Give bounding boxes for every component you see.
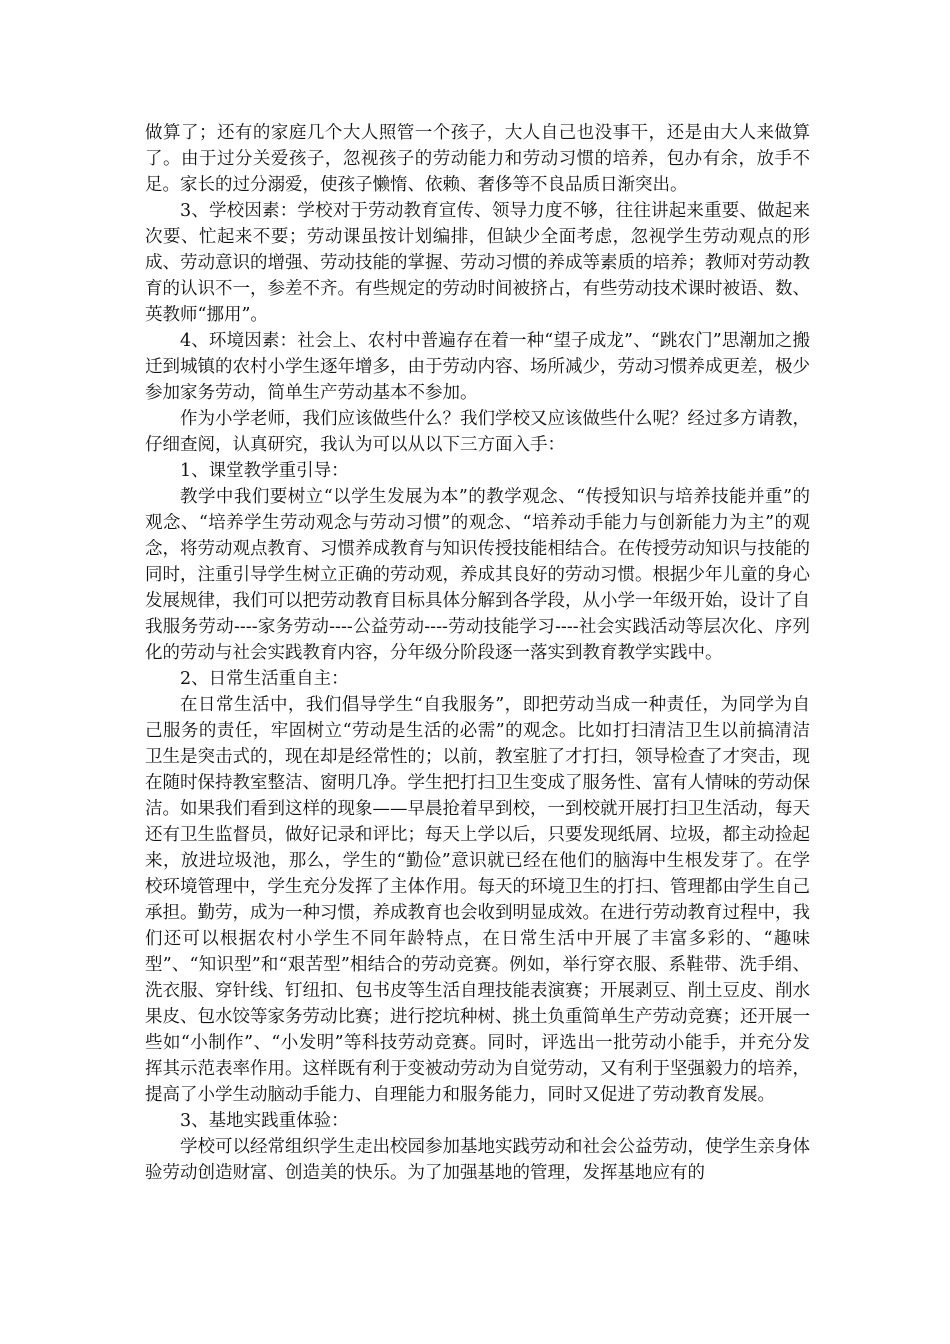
paragraph-family-factor-continued: 做算了；还有的家庭几个大人照管一个孩子，大人自己也没事干，还是由大人来做算了。由于过分关爱孩子，忽视孩子的劳动能力和劳动习惯的培养，包办有余，放手不足。家长的过分溺爱，使孩子懒惰、依赖、奢侈等不良品质日渐突出。 [145, 123, 810, 195]
paragraph-daily-life: 在日常生活中，我们倡导学生“自我服务”，即把劳动当成一种责任，为同学为自己服务的责任，牢固树立“劳动是生活的必需”的观念。比如打扫清洁卫生以前搞清洁卫生是突击式的，现在却是经常性的；以前，教室脏了才打扫，领导检查了才突击，现在随时保持教室整洁、窗明几净。学生把打扫卫生变成了服务性、富有人情味的劳动保洁。如果我们看到这样的现象——早晨抢着早到校，一到校就开展打扫卫生活动，每天还有卫生监督员，做好记录和评比；每天上学以后，只要发现纸屑、垃圾，都主动捡起来，放进垃圾池，那么，学生的“勤俭”意识就已经在他们的脑海中生根发芽了。在学校环境管理中，学生充分发挥了主体作用。每天的环境卫生的打扫、管理都由学生自己承担。勤劳，成为一种习惯，养成教育也会收到明显成效。在进行劳动教育过程中，我们还可以根据农村小学生不同年龄特点，在日常生活中开展了丰富多彩的、“趣味型”、“知识型”和“艰苦型”相结合的劳动竞赛。例如，举行穿衣服、系鞋带、洗手绢、洗衣服、穿针线、钉纽扣、包书皮等生活自理技能表演赛；开展剥豆、削土豆皮、削水果皮、包水饺等家务劳动比赛；进行挖坑种树、挑土负重简单生产劳动竞赛；还开展一些如“小制作”、“小发明”等科技劳动竞赛。同时，评选出一批劳动小能手，并充分发挥其示范表率作用。这样既有利于变被动劳动为自觉劳动，又有利于坚强毅力的培养，提高了小学生动脑动手能力、自理能力和服务能力，同时又促进了劳动教育发展。 [145, 695, 810, 1105]
paragraph-what-to-do: 作为小学老师，我们应该做些什么？我们学校又应该做些什么呢？经过多方请教，仔细查阅，认真研究，我认为可以从以下三方面入手： [145, 409, 810, 455]
paragraph-base-practice: 学校可以经常组织学生走出校园参加基地实践劳动和社会公益劳动，使学生亲身体验劳动创造财富、创造美的快乐。为了加强基地的管理，发挥基地应有的 [145, 1137, 810, 1183]
heading-classroom-teaching: 1、课堂教学重引导： [180, 461, 349, 481]
paragraph-school-factor: 3、学校因素：学校对于劳动教育宣传、领导力度不够，往往讲起来重要、做起来次要、忙起来不要；劳动课虽按计划编排，但缺少全面考虑，忽视学生劳动观点的形成、劳动意识的增强、劳动技能的掌握、劳动习惯的养成等素质的培养；教师对劳动教育的认识不一，参差不齐。有些规定的劳动时间被挤占，有些劳动技术课时被语、数、英教师“挪用”。 [145, 201, 810, 325]
paragraph-environment-factor: 4、环境因素：社会上、农村中普遍存在着一种“望子成龙”、“跳农门”思潮加之搬迁到城镇的农村小学生逐年增多，由于劳动内容、场所减少，劳动习惯养成更差，极少参加家务劳动，简单生产劳动基本不参加。 [145, 331, 810, 403]
paragraph-classroom-teaching: 教学中我们要树立“以学生发展为本”的教学观念、“传授知识与培养技能并重”的观念、“培养学生劳动观念与劳动习惯”的观念、“培养动手能力与创新能力为主”的观念，将劳动观点教育、习惯养成教育与知识传授技能相结合。在传授劳动知识与技能的同时，注重引导学生树立正确的劳动观，养成其良好的劳动习惯。根据少年儿童的身心发展规律，我们可以把劳动教育目标具体分解到各学段，从小学一年级开始，设计了自我服务劳动----家务劳动----公益劳动----劳动技能学习----社会实践活动等层次化、序列化的劳动与社会实践教育内容，分年级分阶段逐一落实到教育教学实践中。 [145, 487, 810, 663]
heading-base-practice: 3、基地实践重体验： [180, 1111, 349, 1131]
document-body [145, 120, 810, 1186]
heading-daily-life: 2、日常生活重自主： [180, 669, 349, 689]
